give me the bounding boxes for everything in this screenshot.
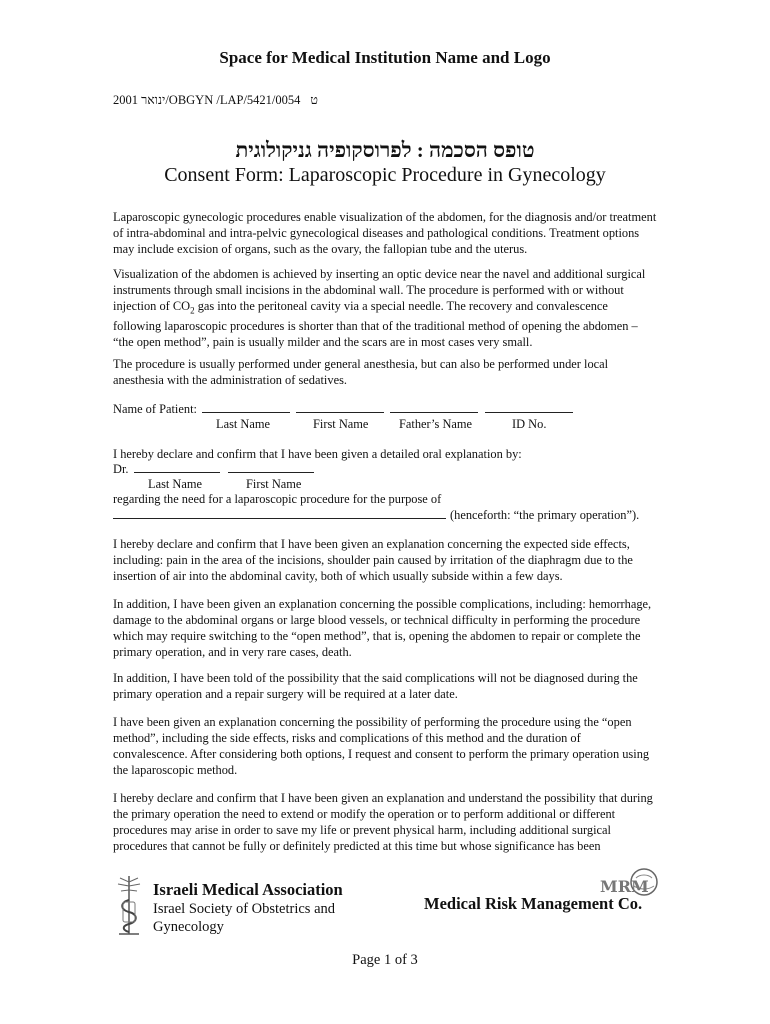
patient-field-label: First Name — [313, 417, 369, 431]
form-code-mark: ט — [310, 93, 318, 107]
hebrew-title: טופס הסכמה : לפרוסקופיה גניקולוגית — [235, 138, 535, 162]
english-title: Consent Form: Laparoscopic Procedure in Gynecology — [164, 164, 606, 186]
dr-last-name-line[interactable] — [134, 461, 220, 473]
patient-field-label: ID No. — [512, 417, 547, 431]
paragraph-anesthesia: The procedure is usually performed under general anesthesia, but can also be performed under local anesthesia with the administration of sedatives. — [113, 357, 609, 387]
patient-last-name-line[interactable] — [202, 401, 290, 413]
svg-text:MRM: MRM — [600, 877, 649, 896]
paragraph-open-method: I have been given an explanation concerning the possibility of performing the procedure using the “open method”, including the side effects, risks and complications of this method and the duration of convalescence. After considering both options, I request and consent to perform the primary operation using the laparoscopic method. — [113, 715, 650, 777]
form-code-text: 2001 ינואר/OBGYN /LAP/5421/0054 — [113, 93, 301, 107]
dr-field-label: First Name — [246, 477, 302, 491]
paragraph-complications: In addition, I have been given an explanation concerning the possible complications, including: hemorrhage, damage to the abdominal organs or large blood vessels, or technical difficulty in performing the procedure which may require switching to the “open method”, that is, opening the abdomen to repair or complete the primary operation, and in very rare cases, death. — [113, 597, 652, 659]
paragraph-visualization: Visualization of the abdomen is achieved by inserting an optic device near the navel and additional surgical instruments through small incisions in the abdominal wall. The procedure is performed with or without injection of $CO_2$ gas into the peritoneal cavity via a special needle. The recovery and convalescence following laparoscopic procedures is shorter than that of the traditional method of opening the abdomen – “the open method”, pain is usually milder and the scars are in most cases very small. — [113, 267, 646, 350]
ima-subtitle: Israel Society of Obstetrics and Gynecology — [153, 901, 336, 935]
patient-first-name-line[interactable] — [296, 401, 384, 413]
henceforth-text: (henceforth: “the primary operation”). — [450, 508, 640, 522]
declare-explanation: I hereby declare and confirm that I have been given a detailed oral explanation by: — [113, 447, 522, 461]
patient-name-label: Name of Patient: — [113, 402, 197, 416]
purpose-line[interactable] — [113, 507, 446, 519]
patient-field-label: Father’s Name — [399, 417, 473, 431]
paragraph-extend-operation: I hereby declare and confirm that I have been given an explanation and understand the possibility that during the primary operation the need to extend or modify the operation or to perform additional or different procedures may arise in order to save my life or prevent physical harm, including additional surgical procedures that cannot be fully or definitely predicted at this time but whose significance has been — [113, 791, 653, 853]
paragraph-late-diagnosis: In addition, I have been told of the possibility that the said complications will not be diagnosed during the primary operation and a repair surgery will be required at a later date. — [113, 671, 638, 701]
dr-label: Dr. — [113, 462, 129, 476]
patient-id-line[interactable] — [485, 401, 573, 413]
ima-logo-icon — [112, 872, 146, 943]
purpose-text: regarding the need for a laparoscopic procedure for the purpose of — [113, 492, 442, 506]
mrm-name: Medical Risk Management Co. — [424, 894, 643, 913]
patient-father-name-line[interactable] — [390, 401, 478, 413]
patient-field-label: Last Name — [216, 417, 271, 431]
institution-placeholder: Space for Medical Institution Name and Logo — [219, 48, 551, 67]
ima-name: Israeli Medical Association — [153, 880, 343, 899]
paragraph-side-effects: I hereby declare and confirm that I have been given an explanation concerning the expected side effects, including: pain in the area of the incisions, shoulder pain caused by irritation of the diaphragm due to the insertion of air into the abdominal cavity, both of which usually subside within a few days. — [113, 537, 633, 583]
page-number: Page 1 of 3 — [352, 952, 418, 968]
dr-first-name-line[interactable] — [228, 461, 314, 473]
form-code — [113, 93, 318, 108]
dr-field-label: Last Name — [148, 477, 203, 491]
paragraph-intro: Laparoscopic gynecologic procedures enable visualization of the abdomen, for the diagnosis and/or treatment of intra-abdominal and intra-pelvic gynecological diseases and pathological conditions. Treatment options may include excision of organs, such as the ovary, the fallopian tube and the uterus. — [113, 210, 657, 256]
